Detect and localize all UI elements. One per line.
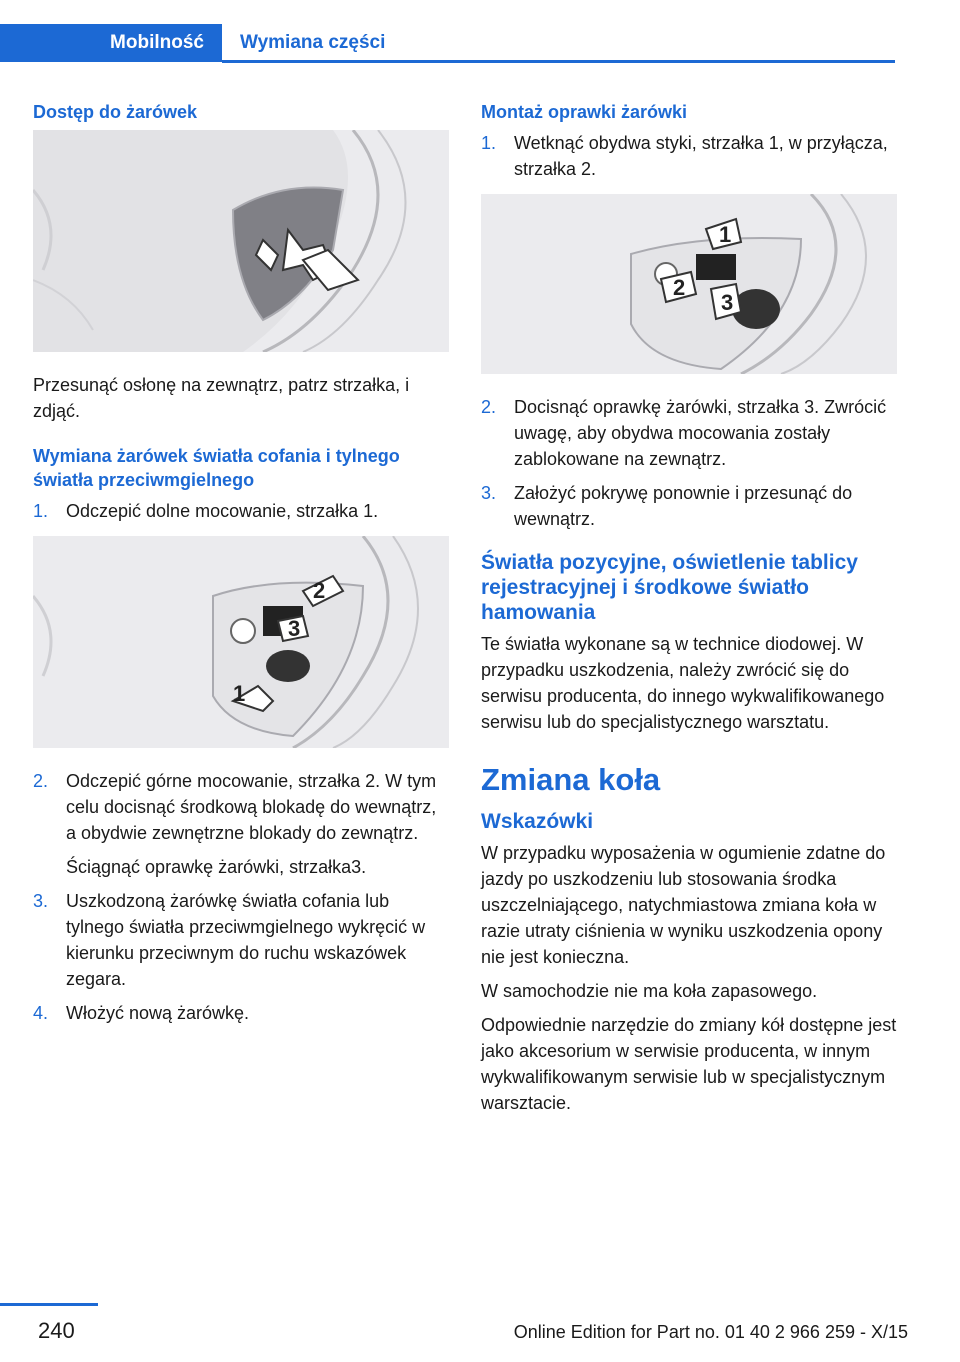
figure-label: 2 (673, 275, 686, 300)
text-slide-cover: Przesunąć osłonę na zewnątrz, patrz strzałka, i zdjąć. (33, 375, 410, 421)
figure-mount-holder (481, 194, 897, 374)
text-notes-1: W przypadku wyposażenia w ogumienie zdatne do jazdy po uszkodzeniu lub stosowania środka uszczelniającego, natychmiastowa zmiana koła w razie utraty ciśnienia w wyniku uszkodzenia opony nie jest konieczna. (481, 843, 886, 967)
step-text: Uszkodzoną żarówkę światła cofania lub tylnego światła przeciwmgielnego wykręcić w kierunku przeciwnym do ruchu wskazówek zegara. (66, 891, 426, 989)
step-text: Ściągnąć oprawkę żarówki, strzałka3. (66, 857, 367, 877)
step-text: Odczepić górne mocowanie, strzałka 2. W tym celu docisnąć środkową blokadę do wewnątrz, a obydwie zewnętrzne blokady do zewnątrz. (66, 771, 437, 843)
figure-label: 2 (313, 578, 326, 603)
step-number: 4. (33, 1003, 49, 1023)
steps-insert-contacts (481, 130, 897, 182)
list-item (481, 480, 897, 532)
text-led-lights: Te światła wykonane są w technice diodowej. W przypadku uszkodzenia, należy zwrócić się do serwisu producenta, do innego wykwalifikowanego serwisu lub do specjalistycznego warsztatu. (481, 634, 885, 732)
list-item (33, 1000, 449, 1026)
text-notes-3: Odpowiednie narzędzie do zmiany kół dostępne jest jako akcesorium w serwisie producenta, w innym wykwalifikowanym serwisie lub w specjalistycznym warsztacie. (481, 1015, 897, 1113)
heading-wheel-change: Zmiana koła (481, 762, 661, 797)
figure-label: 1 (233, 681, 246, 706)
step-text: Docisnąć oprawkę żarówki, strzałka 3. Zwrócić uwagę, aby obydwa mocowania zostały zablokowane na zewnątrz. (514, 397, 887, 469)
heading-mount-holder: Montaż oprawki żarówki (481, 102, 688, 122)
step-text: Odczepić dolne mocowanie, strzałka 1. (66, 501, 379, 521)
step-number: 2. (33, 771, 49, 791)
step-number: 3. (33, 891, 49, 911)
steps-press-holder (481, 394, 897, 532)
text-notes-2: W samochodzie nie ma koła zapasowego. (481, 981, 818, 1001)
list-item (33, 888, 449, 992)
chapter-title: Wymiana części (240, 32, 386, 53)
step-text: Wetknąć obydwa styki, strzałka 1, w przyłącza, strzałka 2. (514, 133, 888, 179)
figure-label: 3 (721, 290, 734, 315)
heading-led-lights: Światła pozycyjne, oświetlenie tablicy rejestracyjnej i środkowe światło hamowania (481, 551, 858, 624)
list-item (33, 498, 449, 524)
figure-unclip-holder (33, 536, 449, 748)
step-number: 1. (33, 501, 49, 521)
left-column (33, 100, 449, 1034)
page-header (0, 24, 895, 64)
step-number: 3. (481, 483, 497, 503)
heading-reverse-fog: Wymiana żarówek światła cofania i tylnego światła przeciwmgielnego (33, 446, 400, 490)
figure-label: 1 (719, 222, 732, 247)
right-column (481, 100, 897, 1124)
heading-notes: Wskazówki (481, 810, 594, 833)
edition-note: Online Edition for Part no. 01 40 2 966 259 - X/15 (513, 1322, 908, 1342)
page-number: 240 (38, 1318, 75, 1343)
steps-unclip-lower (33, 498, 449, 524)
list-item (481, 394, 897, 472)
list-item (33, 768, 449, 846)
step-text: Założyć pokrywę ponownie i przesunąć do wewnątrz. (514, 483, 853, 529)
step-text: Włożyć nową żarówkę. (66, 1003, 250, 1023)
steps-remove-bulb (33, 768, 449, 1026)
list-item (481, 130, 897, 182)
heading-bulb-access: Dostęp do żarówek (33, 102, 198, 122)
header-rule (222, 60, 895, 63)
figure-label: 3 (288, 616, 301, 641)
footer-rule (0, 1303, 98, 1306)
step-number: 2. (481, 397, 497, 417)
step-number: 1. (481, 133, 497, 153)
section-tab: Mobilność (0, 24, 222, 62)
figure-cover-slide (33, 130, 449, 352)
list-item (33, 854, 449, 880)
